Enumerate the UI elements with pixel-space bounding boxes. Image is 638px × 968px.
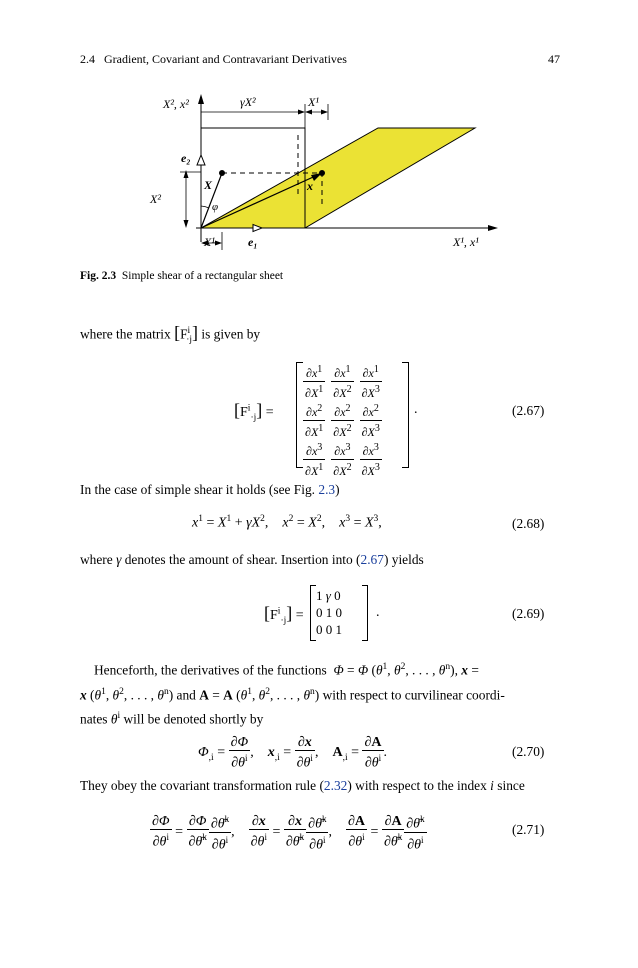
paragraph-4-c: with respect to curvilinear coordi-: [322, 687, 505, 703]
paragraph-4-e: will be denoted shortly by: [123, 711, 264, 727]
caption-label: Fig. 2.3: [80, 270, 117, 282]
index-i: i: [490, 778, 494, 793]
equation-reference-link-2[interactable]: 2.32: [323, 778, 348, 793]
paragraph-5-a: They obey the covariant transformation rule (: [80, 778, 324, 793]
label-X-vector: X: [204, 178, 213, 192]
shear-figure: [0, 0, 638, 270]
top-dim-arrow-2: [305, 110, 312, 115]
label-gammaX2: γX²: [240, 95, 256, 109]
section-title: Gradient, Covariant and Contravariant Derivatives: [104, 52, 347, 66]
label-X2-x2: X², x²: [163, 97, 189, 111]
gamma-symbol: γ: [116, 552, 122, 567]
equation-number-2-71: (2.71): [512, 822, 545, 837]
figure-caption: [80, 270, 283, 282]
paragraph-4-a: Henceforth, the derivatives of the functions: [94, 662, 327, 678]
top-dim-arrow-3: [321, 110, 328, 115]
X2-dim-arrow-bottom: [184, 220, 189, 228]
section-number: 2.4: [80, 52, 95, 66]
e2-arrowhead: [197, 155, 205, 165]
figure-reference-link[interactable]: 2.3: [318, 482, 336, 497]
paragraph-5-b: ) with respect to the index: [347, 778, 487, 793]
horizontal-axis-arrow: [488, 225, 498, 231]
paragraph-2-close: ): [335, 482, 340, 497]
page-number: 47: [548, 52, 560, 66]
equation-number-2-67: (2.67): [512, 403, 545, 418]
phi-arc: [201, 206, 209, 208]
label-X2-left: X²: [150, 192, 161, 206]
paragraph-3-b: denotes the amount of shear. Insertion into (: [124, 552, 361, 567]
caption-text: Simple shear of a rectangular sheet: [121, 270, 284, 282]
equation-reference-link[interactable]: 2.67: [360, 552, 384, 567]
paragraph-1: where the matrix $[F^i_{\cdot j}]$ is given by: [80, 322, 261, 346]
paragraph-1-tail: is given by: [201, 326, 261, 342]
label-x-vector: x: [307, 179, 313, 193]
label-e1: e₁: [248, 235, 258, 249]
X2-dim-arrow-top: [184, 170, 189, 178]
paragraph-5-c: since: [497, 778, 525, 793]
paragraph-1-text: where the matrix: [80, 326, 171, 342]
equation-number-2-69: (2.69): [512, 606, 545, 621]
paragraph-3: [80, 551, 424, 569]
material-point-X: [219, 170, 225, 176]
equation-2-70: $\Phi_{,i}$ = $\frac{\partial\Phi}{\partial\theta^i}$ , $x_{,i}$ = $\frac{\partial x}{\partial\theta^i}$ , $A_{,i}$ = $\frac{\partial A}{\partial\theta^i}$ .: [198, 735, 388, 771]
X1-dim-arrow-right: [215, 241, 222, 246]
equation-number-2-68: (2.68): [512, 516, 545, 531]
paragraph-5: [80, 777, 525, 795]
vertical-axis-arrow: [198, 94, 204, 104]
equation-number-2-70: (2.70): [512, 744, 545, 759]
label-X1-bottom: X¹: [204, 235, 215, 249]
paragraph-4-b: and: [176, 687, 196, 703]
label-X1-x1: X¹, x¹: [453, 235, 479, 249]
top-dim-arrow-1: [298, 110, 305, 115]
label-X1-top: X¹: [308, 95, 319, 109]
sheared-sheet: [201, 128, 475, 228]
material-point-x: [319, 170, 325, 176]
equation-2-71: $\frac{\partial\Phi}{\partial\theta^i}$ = $\frac{\partial\Phi}{\partial\thetā^k}$ $\frac{\partial\thetā^k}{\partial\theta^i}$ , $\frac{\partial x}{\partial\theta^i}$ = $\frac{\partial x}{\partial\thetā^k}$ $\frac{\partial\thetā^k}{\partial\theta^i}$ , $\frac{\partial A}{\partial\theta^i}$ = $\frac{\partial A}{\partial\thetā^k}$ $\frac{\partial\thetā^k}{\partial\theta^i}$: [152, 814, 425, 853]
paragraph-2-text: In the case of simple shear it holds (see Fig.: [80, 482, 316, 497]
equation-2-68: $x^1 = X^1 + \gamma X^2$, $x^2 = X^2$, $x^3 = X^3$,: [192, 514, 382, 531]
label-e2: e₂: [181, 151, 191, 165]
paragraph-2: [80, 481, 340, 499]
paragraph-3-a: where: [80, 552, 113, 567]
paragraph-4-d: nates: [80, 711, 108, 727]
label-phi: φ: [212, 201, 219, 213]
paragraph-3-c: ) yields: [383, 552, 424, 567]
paragraph-4: Henceforth, the derivatives of the functions Φ = Φ ($\theta^1$, $\theta^2$, . . . , $\theta^n$), x = x ($\theta^1$, $\theta^2$, . . . , $\theta^n$) and A = A ($\theta^1$, $\theta^2$, . . . , $\theta^n$) with respect to curvilinear coordi- nates $\theta^i$ will be denoted shortly by: [80, 662, 505, 727]
